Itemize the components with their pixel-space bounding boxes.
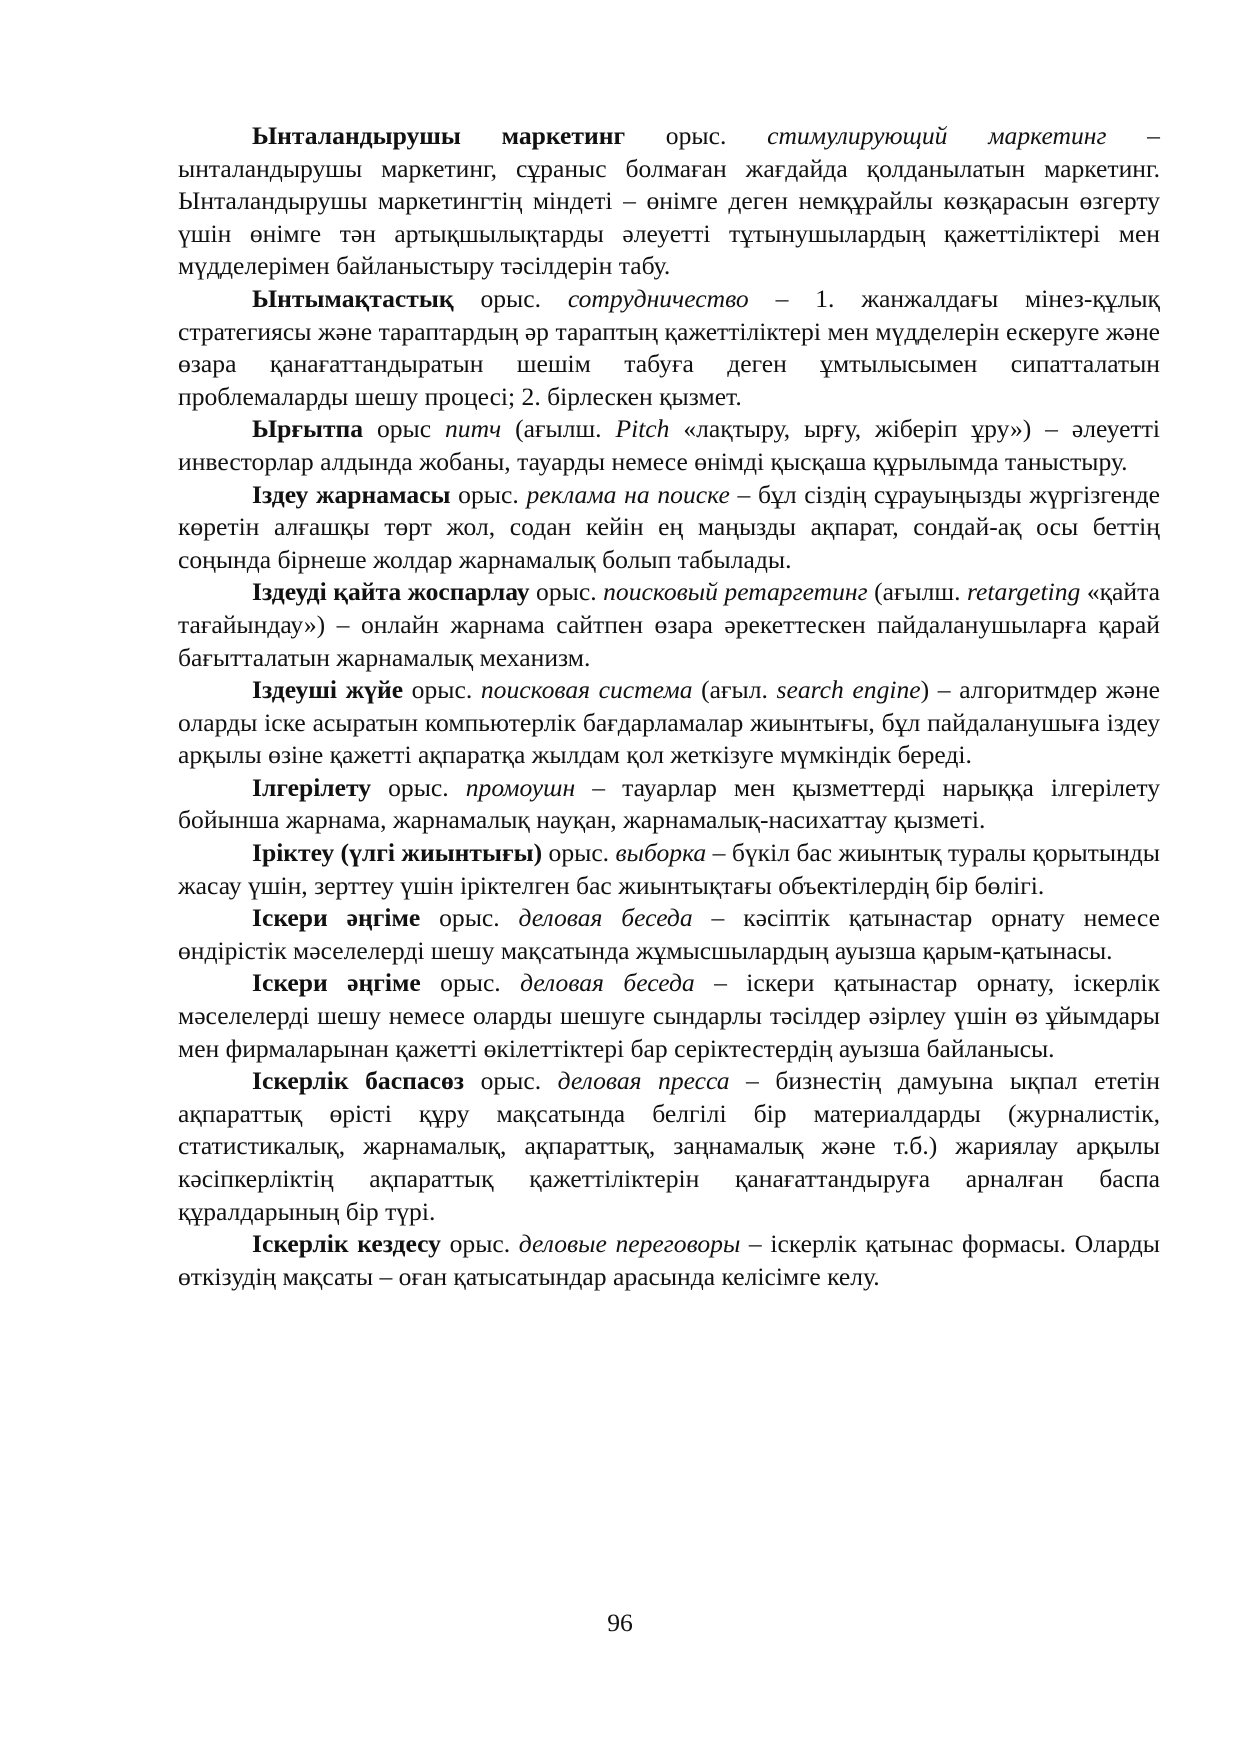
entry-origin-prefix: (ағылш.	[867, 577, 968, 607]
entry-term: Ырғытпа	[252, 414, 364, 444]
entry-translation: реклама на поиске	[526, 479, 730, 509]
entry-definition: – бүкіл бас жиынтық туралы қорытынды жасау үшін, зерттеу үшін іріктелген бас жиынтықтағы объектілердің бір бөлігі.	[178, 838, 1160, 900]
entry-origin-prefix: (ағылш.	[501, 414, 616, 444]
entry-definition: «қайта тағайындау») – онлайн жарнама сайтпен өзара әрекеттескен пайдаланушыларға қарай бағытталатын жарнамалық механизм.	[178, 577, 1160, 672]
entry-translation: промоушн	[465, 772, 576, 802]
entry-language: орыс.	[625, 121, 768, 150]
glossary-entry	[178, 837, 1160, 902]
entry-language: орыс	[363, 414, 445, 444]
entry-language: орыс.	[464, 1066, 558, 1096]
entry-language: орыс.	[371, 772, 466, 802]
entry-language: орыс.	[440, 1229, 519, 1259]
glossary-entry	[178, 1228, 1160, 1293]
glossary-entry	[178, 1065, 1160, 1228]
entry-definition: – тауарлар мен қызметтерді нарыққа ілгерілету бойынша жарнама, жарнамалық науқан, жарнамалық-насихаттау қызметі.	[178, 772, 1160, 835]
glossary-entry	[178, 967, 1160, 1065]
entry-definition: – іскерлік қатынас формасы. Оларды өткізудің мақсаты – оған қатысатындар арасында келісімге келу.	[178, 1229, 1160, 1291]
entry-term: Іскери әңгіме	[252, 968, 421, 998]
glossary-entry	[178, 902, 1160, 967]
entry-translation: питч	[444, 414, 502, 444]
entry-definition: – бизнестің дамуына ықпал ететін ақпараттық өрісті құру мақсатында белгілі бір материалдарды (журналистік, статистикалық, жарнамалық, ақпараттық, заңнамалық және т.б.) жариялау арқылы кәсіпкерліктің ақпараттық қажеттіліктерін қанағаттандыруға арналған баспа құралдарының бір түрі.	[178, 1066, 1160, 1226]
glossary-body	[178, 120, 1160, 1293]
entry-language: орыс.	[450, 479, 527, 509]
glossary-entry	[178, 120, 1160, 283]
entry-term: Іздеу жарнамасы	[252, 479, 451, 509]
entry-language: орыс.	[420, 903, 519, 933]
glossary-entry	[178, 283, 1160, 413]
entry-translation: сотрудничество	[567, 283, 749, 313]
entry-term: Ынтымақтастық	[252, 283, 454, 313]
glossary-entry	[178, 479, 1160, 577]
entry-translation: поисковая система	[480, 675, 693, 705]
glossary-entry	[178, 674, 1160, 772]
entry-term: Іскери әңгіме	[252, 903, 421, 933]
entry-language: орыс.	[453, 283, 568, 313]
entry-definition: – 1. жанжалдағы мінез-құлық стратегиясы және тараптардың әр тараптың қажеттіліктері мен мүдделерін ескеруге және өзара қанағаттандыратын шешім табуға деген ұмтылысымен сипатталатын проблемаларды шешу процесі; 2. бірлескен қызмет.	[178, 283, 1160, 411]
entry-translation: деловая беседа	[518, 903, 693, 933]
glossary-entry	[178, 413, 1160, 478]
entry-translation: деловые переговоры	[518, 1229, 741, 1259]
glossary-entry	[178, 772, 1160, 837]
entry-term: Ілгерілету	[252, 772, 372, 802]
entry-language: орыс.	[403, 675, 481, 705]
entry-translation: выборка	[615, 838, 707, 868]
entry-translation: стимулирующий маркетинг	[767, 121, 1107, 150]
entry-origin-prefix: (ағыл.	[692, 675, 777, 705]
glossary-entry	[178, 576, 1160, 674]
entry-term: Іріктеу (үлгі жиынтығы)	[252, 838, 543, 868]
entry-origin-word: search engine	[776, 675, 921, 705]
entry-origin-word: Pitch	[615, 414, 670, 444]
entry-definition: – іскери қатынастар орнату, іскерлік мәселелерді шешу немесе оларды шешуге сындарлы тәсілдер әзірлеу үшін өз ұйымдары мен фирмаларынан қажетті өкілеттіктері бар серіктестердің ауызша байланысы.	[178, 968, 1160, 1063]
entry-term: Іздеуді қайта жоспарлау	[252, 577, 530, 607]
entry-language: орыс.	[420, 968, 521, 998]
entry-translation: поисковый ретаргетинг	[603, 577, 868, 607]
entry-definition: «лақтыру, ырғу, жіберіп ұру») – әлеуетті инвесторлар алдында жобаны, тауарды немесе өнімді қысқаша құрылымда таныстыру.	[178, 414, 1160, 476]
entry-term: Іскерлік кездесу	[252, 1229, 441, 1259]
entry-definition: – кәсіптік қатынастар орнату немесе өндірістік мәселелерді шешу мақсатында жұмысшылардың ауызша қарым-қатынасы.	[178, 903, 1160, 965]
entry-definition: – ынталандырушы маркетинг, сұраныс болмаған жағдайда қолданылатын маркетинг. Ынталандырушы маркетингтің міндеті – өнімге деген немқұрайлы көзқарасын өзгерту үшін өнімге тән артықшылықтарды әлеуетті тұтынушылардың қажеттіліктері мен мүдделерімен байланыстыру тәсілдерін табу.	[178, 121, 1160, 281]
entry-term: Іздеуші жүйе	[252, 675, 404, 705]
entry-origin-word: retargeting	[967, 577, 1081, 607]
entry-definition: – бұл сіздің сұрауыңызды жүргізгенде көретін алғашқы төрт жол, содан кейін ең маңызды ақпарат, сондай-ақ осы беттің соңында бірнеше жолдар жарнамалық болып табылады.	[178, 479, 1160, 574]
entry-term: Ынталандырушы маркетинг	[252, 121, 626, 150]
entry-term: Іскерлік баспасөз	[252, 1066, 465, 1096]
entry-language: орыс.	[542, 838, 616, 868]
entry-translation: деловая пресса	[557, 1066, 730, 1096]
entry-translation: деловая беседа	[520, 968, 695, 998]
page-number: 96	[607, 1608, 633, 1637]
entry-definition: ) – алгоритмдер және оларды іске асыратын компьютерлік бағдарламалар жиынтығы, бұл пайдаланушыға іздеу арқылы өзіне қажетті ақпаратқа жылдам қол жеткізуге мүмкіндік береді.	[178, 675, 1161, 770]
entry-language: орыс.	[529, 577, 604, 607]
